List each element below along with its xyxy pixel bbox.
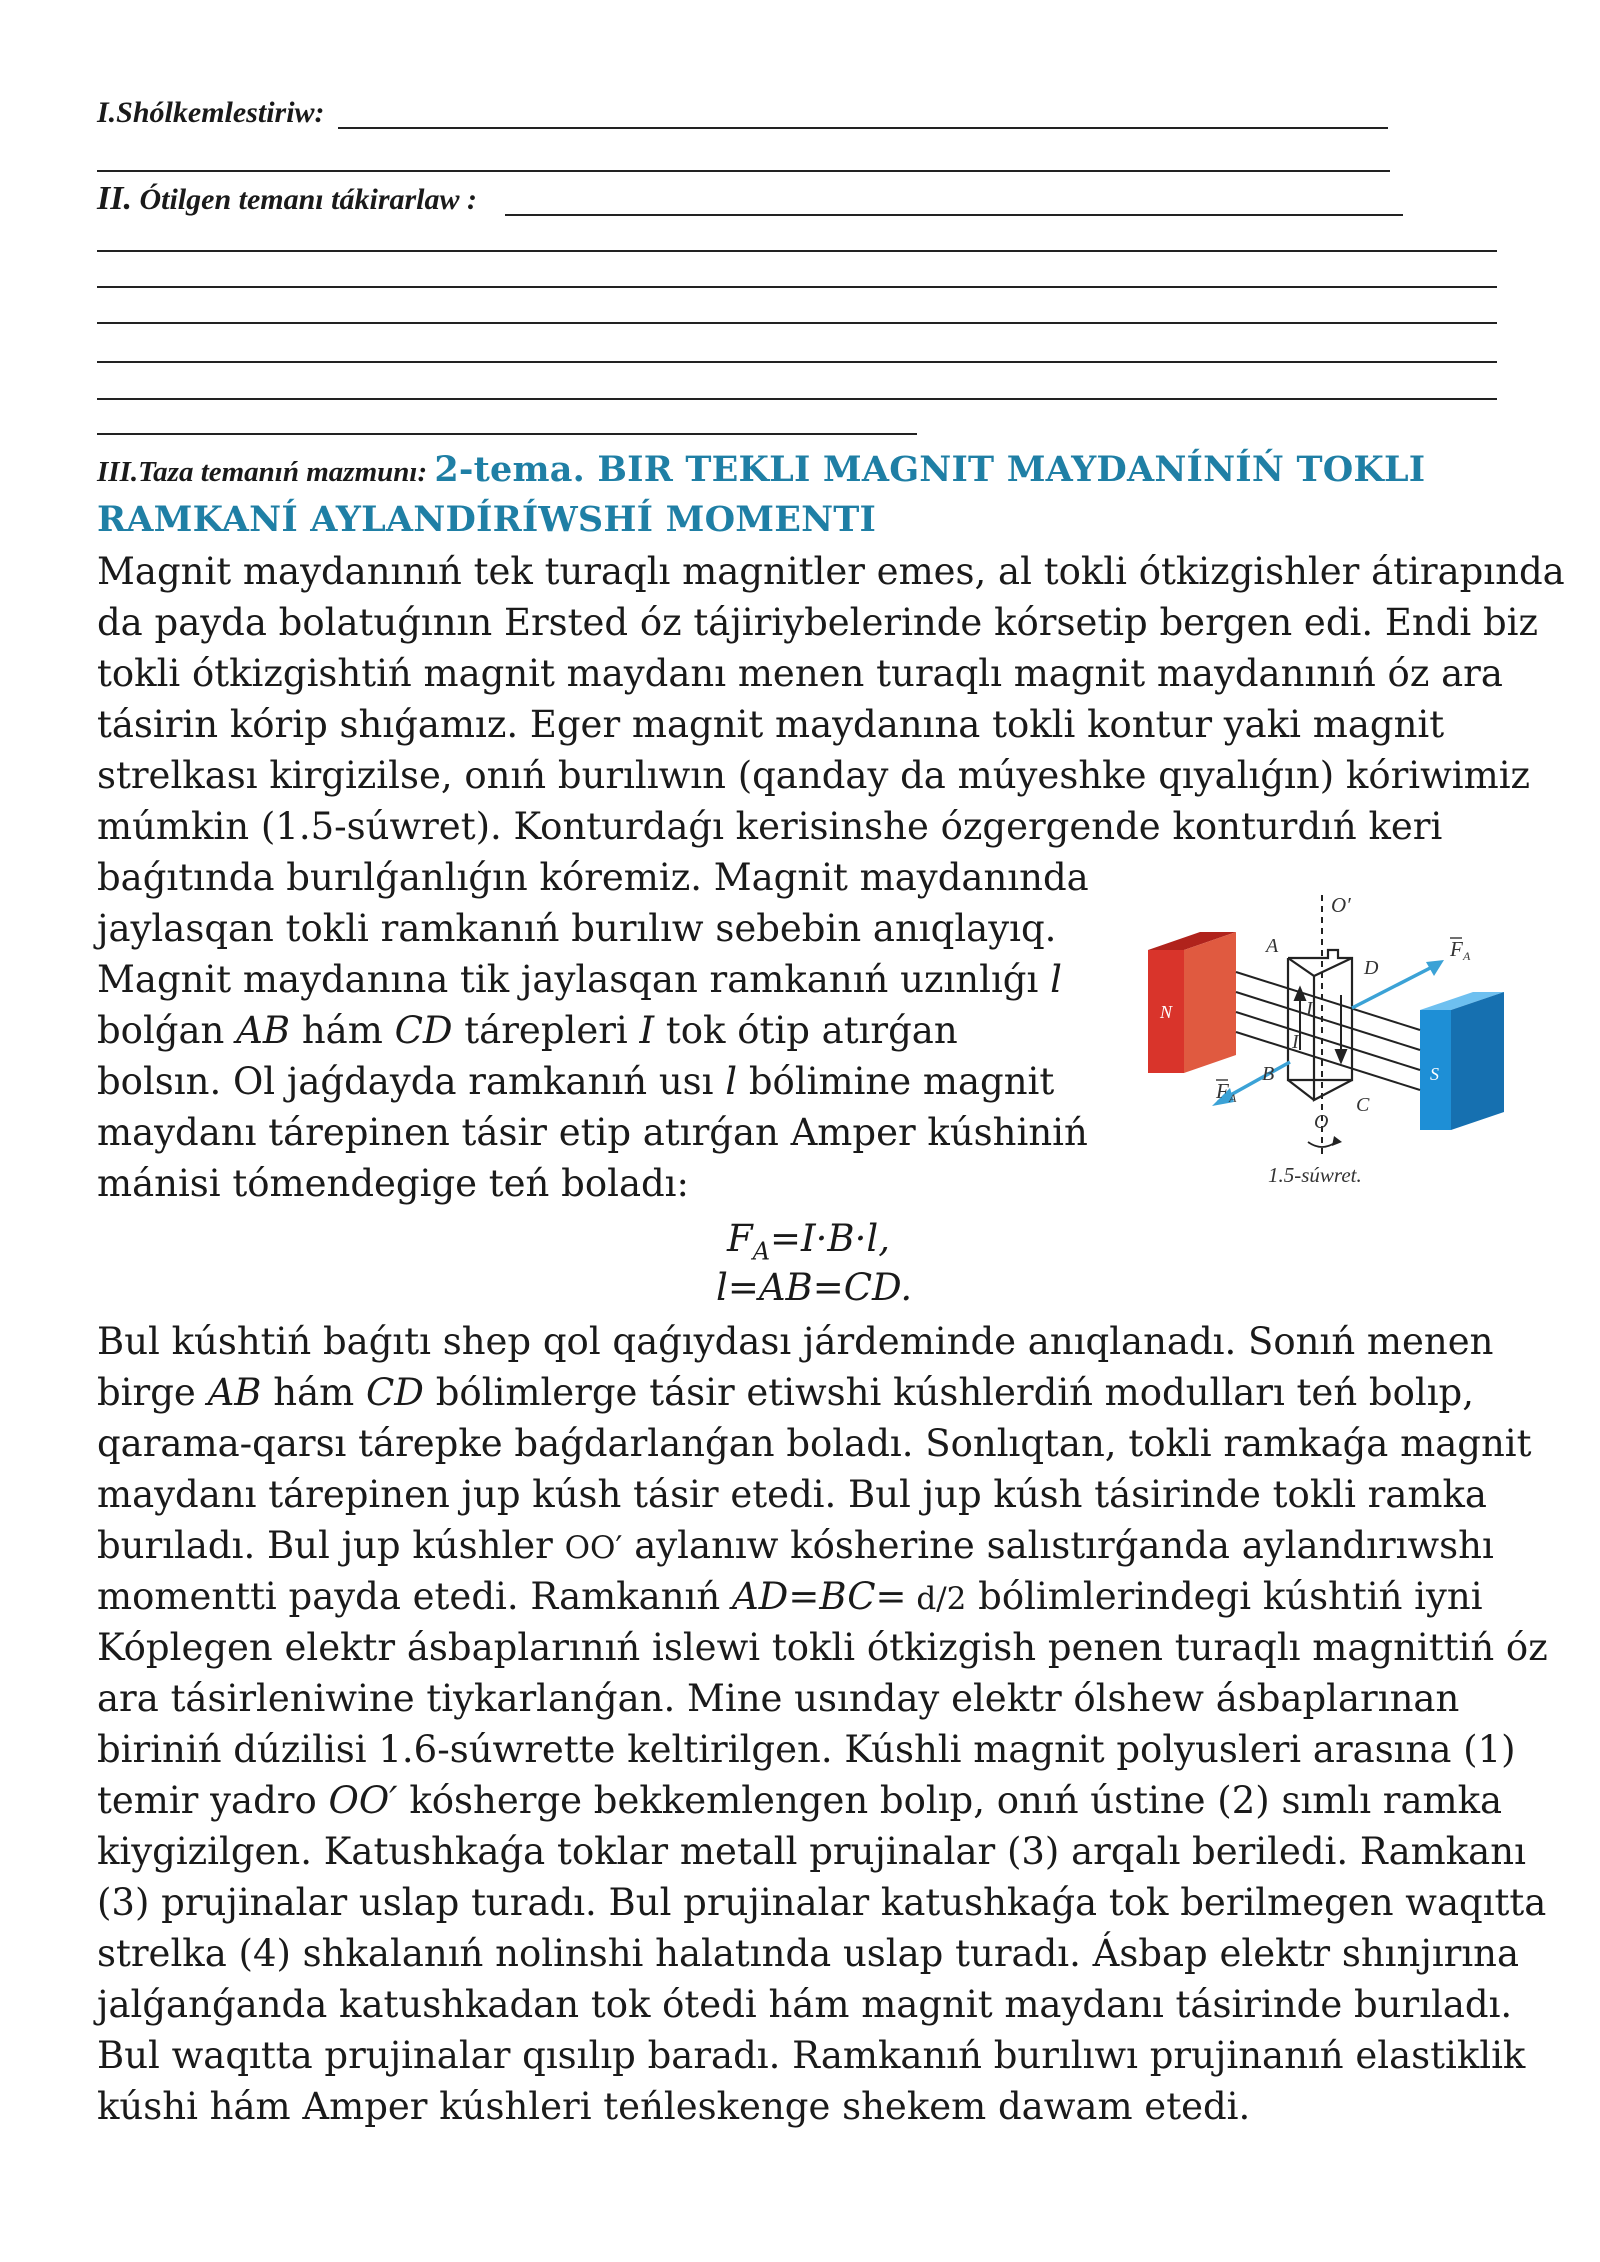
answer-line (97, 398, 1497, 400)
symbol-ab: AB (236, 1009, 291, 1052)
label-o-prime: O′ (1331, 893, 1351, 917)
formula-f: F (727, 1217, 753, 1260)
lesson-title (97, 444, 1425, 497)
lesson-title-line2: RAMKANÍ AYLANDÍRÍWSHÍ MOMENTI (97, 499, 877, 540)
label-s: S (1430, 1064, 1439, 1084)
paragraph-line: da payda bolatuǵının Ersted óz tájiriybelerinde kórsetip bergen edi. Endi biz (97, 601, 1538, 644)
paragraph-line: kúshi hám Amper kúshleri teńleskenge shekem dawam etedi. (97, 2085, 1251, 2128)
text-run: momentti payda etedi. Ramkanıń (97, 1575, 732, 1618)
text-run: Magnit maydanına tik jaylasqan ramkanıń uzınlıǵı (97, 958, 1051, 1001)
paragraph-line: mánisi tómendegige teń boladı: (97, 1162, 689, 1205)
paragraph-line: strelkası kirgizilse, onıń burılıwın (qanday da múyeshke qıyalıǵın) kóriwimiz (97, 754, 1531, 797)
answer-line (97, 361, 1497, 363)
section1-label: I.Shólkemlestiriw: (97, 96, 325, 129)
paragraph-line: Bul kúshtiń baǵıtı shep qol qaǵıydası járdeminde anıqlanadı. Sonıń menen (97, 1320, 1494, 1363)
label-d: D (1364, 957, 1379, 979)
label-b: B (1262, 1063, 1275, 1085)
answer-line (97, 322, 1497, 324)
paragraph-line: múmkin (1.5-súwret). Konturdaǵı kerisinshe ózgergende konturdıń keri (97, 805, 1443, 848)
section2-text: Ótilgen temanı tákirarlaw : (131, 183, 477, 216)
paragraph-line (97, 1520, 1494, 1574)
symbol-oo: OO′ (328, 1779, 398, 1822)
symbol-l: l (725, 1060, 738, 1103)
paragraph-line: ara tásirleniwine tiykarlanǵan. Mine usınday elektr ólshew ásbaplarınan (97, 1677, 1460, 1720)
paragraph-line: maydanı tárepinen tásir etip atırǵan Amper kúshiniń (97, 1111, 1088, 1154)
text-run: temir yadro (97, 1779, 329, 1822)
paragraph-line: Kóplegen elektr ásbaplarınıń islewi tokli ótkizgish penen turaqlı magnittiń óz (97, 1626, 1548, 1669)
paragraph-line: maydanı tárepinen jup kúsh tásir etedi. Bul jup kúsh tásirinde tokli ramka (97, 1473, 1487, 1516)
answer-line (97, 286, 1497, 288)
text-run: bólimine magnit (737, 1060, 1055, 1103)
label-n: N (1160, 1002, 1173, 1022)
text-run: burıladı. Bul jup kúshler (97, 1524, 565, 1567)
paragraph-line: (3) prujinalar uslap turadı. Bul prujinalar katushkaǵa tok berilmegen waqıtta (97, 1881, 1547, 1924)
answer-line (505, 214, 1403, 216)
paragraph-line: tásirin kórip shıǵamız. Eger magnit maydanına tokli kontur yaki magnit (97, 703, 1445, 746)
formula-length: l=AB=CD. (716, 1266, 913, 1309)
text-run: aylanıw kósherine salıstırǵanda aylandırıwshı (622, 1524, 1494, 1567)
south-magnet (1420, 992, 1504, 1130)
paragraph-line (97, 1775, 1502, 1826)
text-run: hám (290, 1009, 395, 1052)
rotation-arrowhead (1332, 1136, 1342, 1146)
answer-line (97, 170, 1390, 172)
paragraph-line: kiygizilgen. Katushkaǵa toklar metall prujinalar (3) arqalı beriledi. Ramkanı (97, 1830, 1526, 1873)
formula-force (727, 1217, 890, 1265)
symbol-i: I (639, 1009, 655, 1052)
paragraph-line (97, 1367, 1474, 1418)
label-c: C (1356, 1094, 1370, 1116)
paragraph-line: strelka (4) shkalanıń nolinshi halatında uslap turadı. Ásbap elektr shınjırına (97, 1932, 1520, 1975)
lesson-title-line2-wrap (97, 494, 876, 545)
force-arrows (1212, 960, 1444, 1106)
text-run: bolǵan (97, 1009, 237, 1052)
text-run: bólimlerge tásir etiwshi kúshlerdiń modulları teń bolıp, (423, 1371, 1474, 1414)
paragraph-line: jaylasqan tokli ramkanıń burılıw sebebin anıqlayıq. (97, 907, 1057, 950)
symbol-d2: d/2 (906, 1581, 967, 1617)
text-run: tok ótip atırǵan (654, 1009, 958, 1052)
north-magnet (1148, 932, 1236, 1073)
paragraph-line: baǵıtında burılǵanlıǵın kóremiz. Magnit maydanında (97, 856, 1089, 899)
paragraph-line: Bul waqıtta prujinalar qısılıp baradı. Ramkanıń burılıwı prujinanıń elastiklik (97, 2034, 1526, 2077)
figure-caption: 1.5-súwret. (1268, 1163, 1362, 1187)
magnet-frame-diagram (1138, 880, 1516, 1200)
paragraph-line (97, 1005, 958, 1056)
answer-line (97, 250, 1497, 252)
label-fa-top: F (1450, 937, 1463, 961)
label-i-front: I (1292, 1031, 1299, 1053)
paragraph-line: jalǵanǵanda katushkadan tok ótedi hám magnit maydanı tásirinde burıladı. (97, 1983, 1513, 2026)
formula-sub: A (752, 1237, 771, 1266)
paragraph-line: Magnit maydanınıń tek turaqlı magnitler emes, al tokli ótkizgishler átirapında (97, 550, 1565, 593)
symbol-oo: OO′ (564, 1530, 623, 1566)
answer-line (97, 433, 917, 435)
section2-roman: II. (97, 180, 132, 217)
paragraph-line (97, 1056, 1054, 1107)
text-run: birge (97, 1371, 208, 1414)
section2-label (97, 180, 477, 218)
text-run: kósherge bekkemlengen bolıp, onıń ústine (2) sımlı ramka (397, 1779, 1503, 1822)
paragraph-line: qarama-qarsı tárepke baǵdarlanǵan boladı. Sonlıqtan, tokli ramkaǵa magnit (97, 1422, 1532, 1465)
lesson-title-line1: 2-tema. BIR TEKLI MAGNIT MAYDANÍNÍŃ TOKLI (434, 449, 1426, 490)
answer-line (338, 127, 1388, 129)
label-a: A (1266, 935, 1279, 957)
symbol-cd: CD (394, 1009, 453, 1052)
text-run: tárepleri (452, 1009, 640, 1052)
paragraph-line: biriniń dúzilisi 1.6-súwrette keltirilgen. Kúshli magnit polyusleri arasına (1) (97, 1728, 1516, 1771)
label-fa-bottom: F (1216, 1079, 1229, 1103)
text-run: hám (261, 1371, 366, 1414)
symbol-ad-bc: AD=BC= (731, 1575, 907, 1618)
label-fa-bottom-sub: A (1229, 1091, 1237, 1105)
paragraph-line: tokli ótkizgishtiń magnit maydanı menen turaqlı magnit maydanınıń óz ara (97, 652, 1503, 695)
paragraph-line (97, 1571, 1483, 1625)
label-o: O (1314, 1111, 1329, 1133)
formula-rest: =I·B·l, (770, 1217, 890, 1260)
label-i-back: I (1306, 998, 1313, 1020)
symbol-l: l (1050, 958, 1062, 1001)
text-run: bolsın. Ol jaǵdayda ramkanıń usı (97, 1060, 726, 1103)
symbol-cd: CD (365, 1371, 424, 1414)
section3-label: III.Taza temanıń mazmunı: (97, 456, 435, 488)
paragraph-line (97, 954, 1062, 1005)
label-fa-top-sub: A (1463, 949, 1471, 963)
figure-1-5 (1138, 880, 1516, 1200)
text-run: bólimlerindegi kúshtiń iyni (966, 1575, 1483, 1618)
symbol-ab: AB (207, 1371, 262, 1414)
